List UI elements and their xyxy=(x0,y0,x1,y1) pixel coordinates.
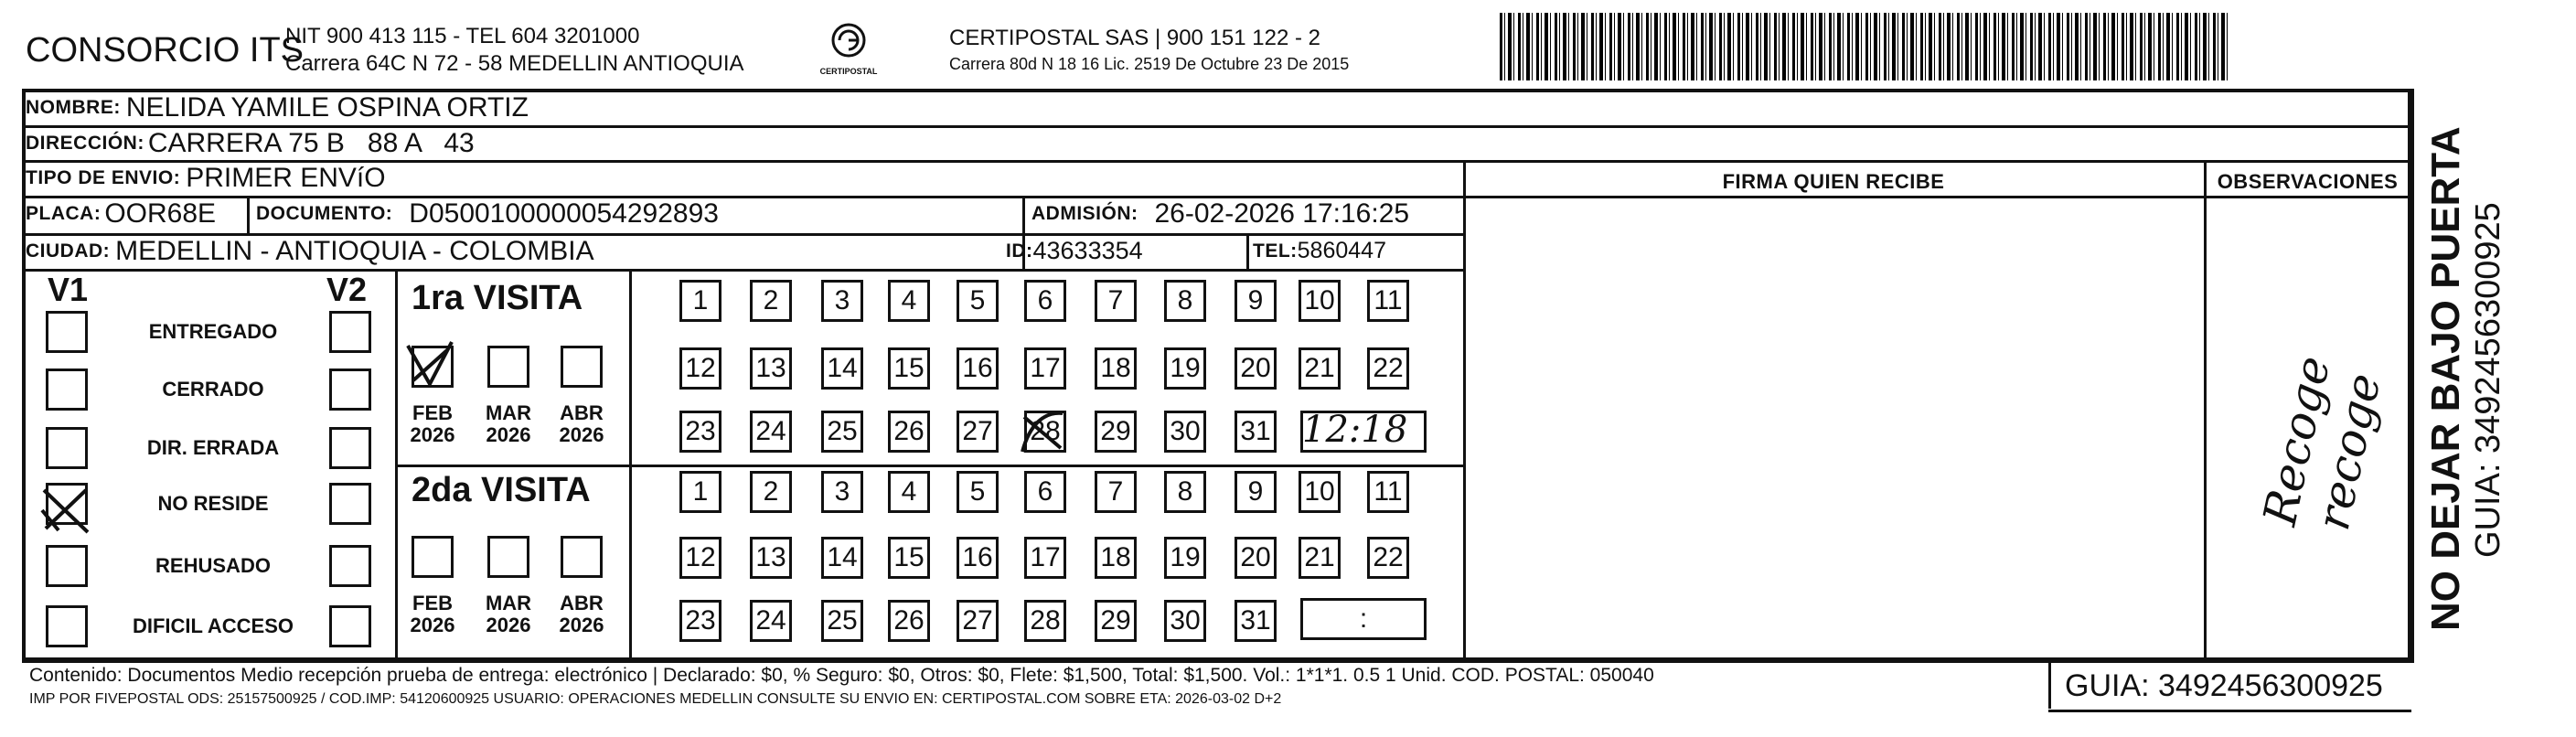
barcode xyxy=(1500,13,2231,80)
row-nombre xyxy=(26,90,529,125)
day-box-28[interactable]: 28 xyxy=(1024,600,1066,642)
footer-contenido: Contenido: Documentos Medio recepción prueba de entrega: electrónico | Declarado: $0, % Seguro: $0, Otros: $0, Flete: $1,500, Total: $1,500. Vol.: 1*1*1. 0.5 1 Unid. COD. POSTAL: 050040 xyxy=(29,665,1654,686)
day-box-27[interactable]: 27 xyxy=(957,411,999,453)
day-box-21[interactable]: 21 xyxy=(1299,347,1341,390)
month-label xyxy=(554,593,609,636)
first-visit-title: 1ra VISITA xyxy=(412,279,583,317)
v2-checkbox[interactable] xyxy=(329,545,371,587)
day-box-9[interactable]: 9 xyxy=(1235,280,1277,322)
day-box-3[interactable]: 3 xyxy=(821,280,863,322)
v2-checkbox[interactable] xyxy=(329,427,371,469)
day-box-3[interactable]: 3 xyxy=(821,471,863,513)
day-box-10[interactable]: 10 xyxy=(1299,471,1341,513)
day-box-17[interactable]: 17 xyxy=(1024,537,1066,579)
day-box-8[interactable]: 8 xyxy=(1164,280,1206,322)
status-reason-label: DIR. ERRADA xyxy=(146,436,280,459)
first-visit-time: 12:18 xyxy=(1302,409,1408,451)
v2-checkbox[interactable] xyxy=(329,483,371,525)
day-box-15[interactable]: 15 xyxy=(888,537,930,579)
direccion-value: CARRERA 75 B 88 A 43 xyxy=(147,127,475,158)
observaciones-handwriting: Recoge recoge xyxy=(2252,351,2391,535)
month-year: 2026 xyxy=(486,423,531,446)
day-box-18[interactable]: 18 xyxy=(1095,537,1137,579)
day-box-12[interactable]: 12 xyxy=(679,347,721,390)
no-reside-check-icon xyxy=(38,483,93,538)
row-tel xyxy=(1253,233,1386,269)
day-box-4[interactable]: 4 xyxy=(888,471,930,513)
day-box-16[interactable]: 16 xyxy=(957,537,999,579)
day-box-13[interactable]: 13 xyxy=(750,537,792,579)
status-reason-label: DIFICIL ACCESO xyxy=(132,614,294,637)
month-year: 2026 xyxy=(559,423,604,446)
day-box-26[interactable]: 26 xyxy=(888,411,930,453)
day-box-7[interactable]: 7 xyxy=(1095,280,1137,322)
day-box-8[interactable]: 8 xyxy=(1164,471,1206,513)
row-id xyxy=(1006,233,1143,269)
tel-value: 5860447 xyxy=(1297,238,1386,263)
placa-label: PLACA: xyxy=(26,202,102,224)
day-box-20[interactable]: 20 xyxy=(1235,537,1277,579)
certipostal-logo-icon xyxy=(812,20,885,62)
second-visit-title: 2da VISITA xyxy=(412,471,591,509)
day-box-5[interactable]: 5 xyxy=(957,280,999,322)
side-title: NO DEJAR BAJO PUERTA xyxy=(2423,126,2468,631)
second-visit-time-placeholder: : xyxy=(1359,603,1368,634)
day-box-24[interactable]: 24 xyxy=(750,600,792,642)
day-box-24[interactable]: 24 xyxy=(750,411,792,453)
v2-checkbox[interactable] xyxy=(329,368,371,411)
documento-label: DOCUMENTO: xyxy=(256,202,393,224)
admision-label: ADMISIÓN: xyxy=(1031,202,1138,224)
day-box-26[interactable]: 26 xyxy=(888,600,930,642)
month-checkbox-mar[interactable] xyxy=(487,346,529,388)
day-box-22[interactable]: 22 xyxy=(1367,347,1409,390)
day-box-11[interactable]: 11 xyxy=(1367,280,1409,322)
day-box-25[interactable]: 25 xyxy=(821,411,863,453)
status-reason-label: NO RESIDE xyxy=(157,492,269,515)
day-box-16[interactable]: 16 xyxy=(957,347,999,390)
month-checkbox-abr[interactable] xyxy=(561,346,603,388)
v2-checkbox[interactable] xyxy=(329,311,371,353)
documento-value: D0500100000054292893 xyxy=(409,198,719,229)
day-box-15[interactable]: 15 xyxy=(888,347,930,390)
month-label xyxy=(481,593,536,636)
month-name: MAR xyxy=(485,592,532,614)
day-box-6[interactable]: 6 xyxy=(1024,471,1066,513)
row-placa xyxy=(26,196,216,231)
day-box-29[interactable]: 29 xyxy=(1095,411,1137,453)
footer-imp: IMP POR FIVEPOSTAL ODS: 25157500925 / COD.IMP: 54120600925 USUARIO: OPERACIONES MEDELLIN CONSULTE SU ENVIO EN: CERTIPOSTAL.COM SOBRE ETA: 2026-03-02 D+2 xyxy=(29,691,1282,707)
status-reason-label: ENTREGADO xyxy=(148,320,278,343)
day-box-31[interactable]: 31 xyxy=(1235,411,1277,453)
day-box-7[interactable]: 7 xyxy=(1095,471,1137,513)
month-name: ABR xyxy=(560,592,604,614)
month-year: 2026 xyxy=(410,614,455,636)
row-tipo xyxy=(26,160,386,196)
second-visit-time-box[interactable] xyxy=(1300,598,1427,640)
tel-label: TEL: xyxy=(1253,240,1298,262)
v1-checkbox[interactable] xyxy=(46,368,88,411)
day-box-14[interactable]: 14 xyxy=(821,537,863,579)
month-label xyxy=(405,402,460,446)
v2-label: V2 xyxy=(326,271,368,308)
day-box-11[interactable]: 11 xyxy=(1367,471,1409,513)
row-admision xyxy=(1031,196,1409,231)
month-name: FEB xyxy=(412,401,453,424)
nombre-label: NOMBRE: xyxy=(26,96,121,118)
month-year: 2026 xyxy=(559,614,604,636)
v1-checkbox[interactable] xyxy=(46,311,88,353)
day-box-13[interactable]: 13 xyxy=(750,347,792,390)
day-28-mark-icon xyxy=(1017,406,1068,457)
certipostal-logo xyxy=(812,20,885,75)
admision-value: 26-02-2026 17:16:25 xyxy=(1154,198,1410,229)
id-label: ID: xyxy=(1006,240,1033,262)
v2-checkbox[interactable] xyxy=(329,605,371,647)
day-box-20[interactable]: 20 xyxy=(1235,347,1277,390)
company-nit: NIT 900 413 115 - TEL 604 3201000 xyxy=(285,24,640,48)
day-box-14[interactable]: 14 xyxy=(821,347,863,390)
month-year: 2026 xyxy=(410,423,455,446)
ciudad-label: CIUDAD: xyxy=(26,240,111,262)
month-label xyxy=(481,402,536,446)
nombre-value: NELIDA YAMILE OSPINA ORTIZ xyxy=(125,91,529,123)
placa-value: OOR68E xyxy=(104,198,217,229)
day-box-2[interactable]: 2 xyxy=(750,471,792,513)
ciudad-value: MEDELLIN - ANTIOQUIA - COLOMBIA xyxy=(115,235,594,266)
tipo-label: TIPO DE ENVIO: xyxy=(26,166,181,188)
carrier-address: Carrera 80d N 18 16 Lic. 2519 De Octubre 23 De 2015 xyxy=(949,55,1350,73)
day-box-1[interactable]: 1 xyxy=(679,280,721,322)
status-reason-label: REHUSADO xyxy=(155,554,271,577)
day-box-23[interactable]: 23 xyxy=(679,600,721,642)
feb-check-mark-icon xyxy=(402,336,457,391)
v1-checkbox[interactable] xyxy=(46,427,88,469)
row-direccion xyxy=(26,125,475,161)
side-guia: GUIA: 3492456300925 xyxy=(2469,202,2507,558)
day-box-30[interactable]: 30 xyxy=(1164,411,1206,453)
id-value: 43633354 xyxy=(1032,237,1143,264)
tipo-value: PRIMER ENVíO xyxy=(186,162,386,193)
carrier-name: CERTIPOSTAL SAS | 900 151 122 - 2 xyxy=(949,26,1320,50)
logo-caption: CERTIPOSTAL xyxy=(819,67,878,76)
direccion-label: DIRECCIÓN: xyxy=(26,132,144,154)
v1-label: V1 xyxy=(48,271,89,308)
month-checkbox-feb[interactable] xyxy=(412,536,454,578)
day-box-23[interactable]: 23 xyxy=(679,411,721,453)
day-box-18[interactable]: 18 xyxy=(1095,347,1137,390)
row-documento xyxy=(256,196,719,231)
v1-checkbox[interactable] xyxy=(46,545,88,587)
row-ciudad xyxy=(26,233,594,269)
day-box-6[interactable]: 6 xyxy=(1024,280,1066,322)
observaciones-header: OBSERVACIONES xyxy=(2217,170,2399,193)
day-box-25[interactable]: 25 xyxy=(821,600,863,642)
month-label xyxy=(405,593,460,636)
day-box-4[interactable]: 4 xyxy=(888,280,930,322)
month-year: 2026 xyxy=(486,614,531,636)
month-name: MAR xyxy=(485,401,532,424)
month-name: ABR xyxy=(560,401,604,424)
month-label xyxy=(554,402,609,446)
day-box-9[interactable]: 9 xyxy=(1235,471,1277,513)
status-reason-label: CERRADO xyxy=(162,378,264,401)
day-box-27[interactable]: 27 xyxy=(957,600,999,642)
day-box-19[interactable]: 19 xyxy=(1164,537,1206,579)
month-name: FEB xyxy=(412,592,453,614)
day-box-21[interactable]: 21 xyxy=(1299,537,1341,579)
footer-guia: GUIA: 3492456300925 xyxy=(2065,668,2383,703)
day-box-28[interactable]: 28 xyxy=(1024,411,1066,453)
month-checkbox-abr[interactable] xyxy=(561,536,603,578)
day-box-30[interactable]: 30 xyxy=(1164,600,1206,642)
day-box-29[interactable]: 29 xyxy=(1095,600,1137,642)
v1-checkbox[interactable] xyxy=(46,605,88,647)
day-box-19[interactable]: 19 xyxy=(1164,347,1206,390)
day-box-12[interactable]: 12 xyxy=(679,537,721,579)
company-name: CONSORCIO ITS xyxy=(26,31,305,69)
day-box-10[interactable]: 10 xyxy=(1299,280,1341,322)
month-checkbox-mar[interactable] xyxy=(487,536,529,578)
day-box-2[interactable]: 2 xyxy=(750,280,792,322)
day-box-31[interactable]: 31 xyxy=(1235,600,1277,642)
day-box-1[interactable]: 1 xyxy=(679,471,721,513)
firma-header: FIRMA QUIEN RECIBE xyxy=(1722,170,1945,193)
day-box-22[interactable]: 22 xyxy=(1367,537,1409,579)
company-address: Carrera 64C N 72 - 58 MEDELLIN ANTIOQUIA xyxy=(285,51,744,76)
day-box-5[interactable]: 5 xyxy=(957,471,999,513)
day-box-17[interactable]: 17 xyxy=(1024,347,1066,390)
